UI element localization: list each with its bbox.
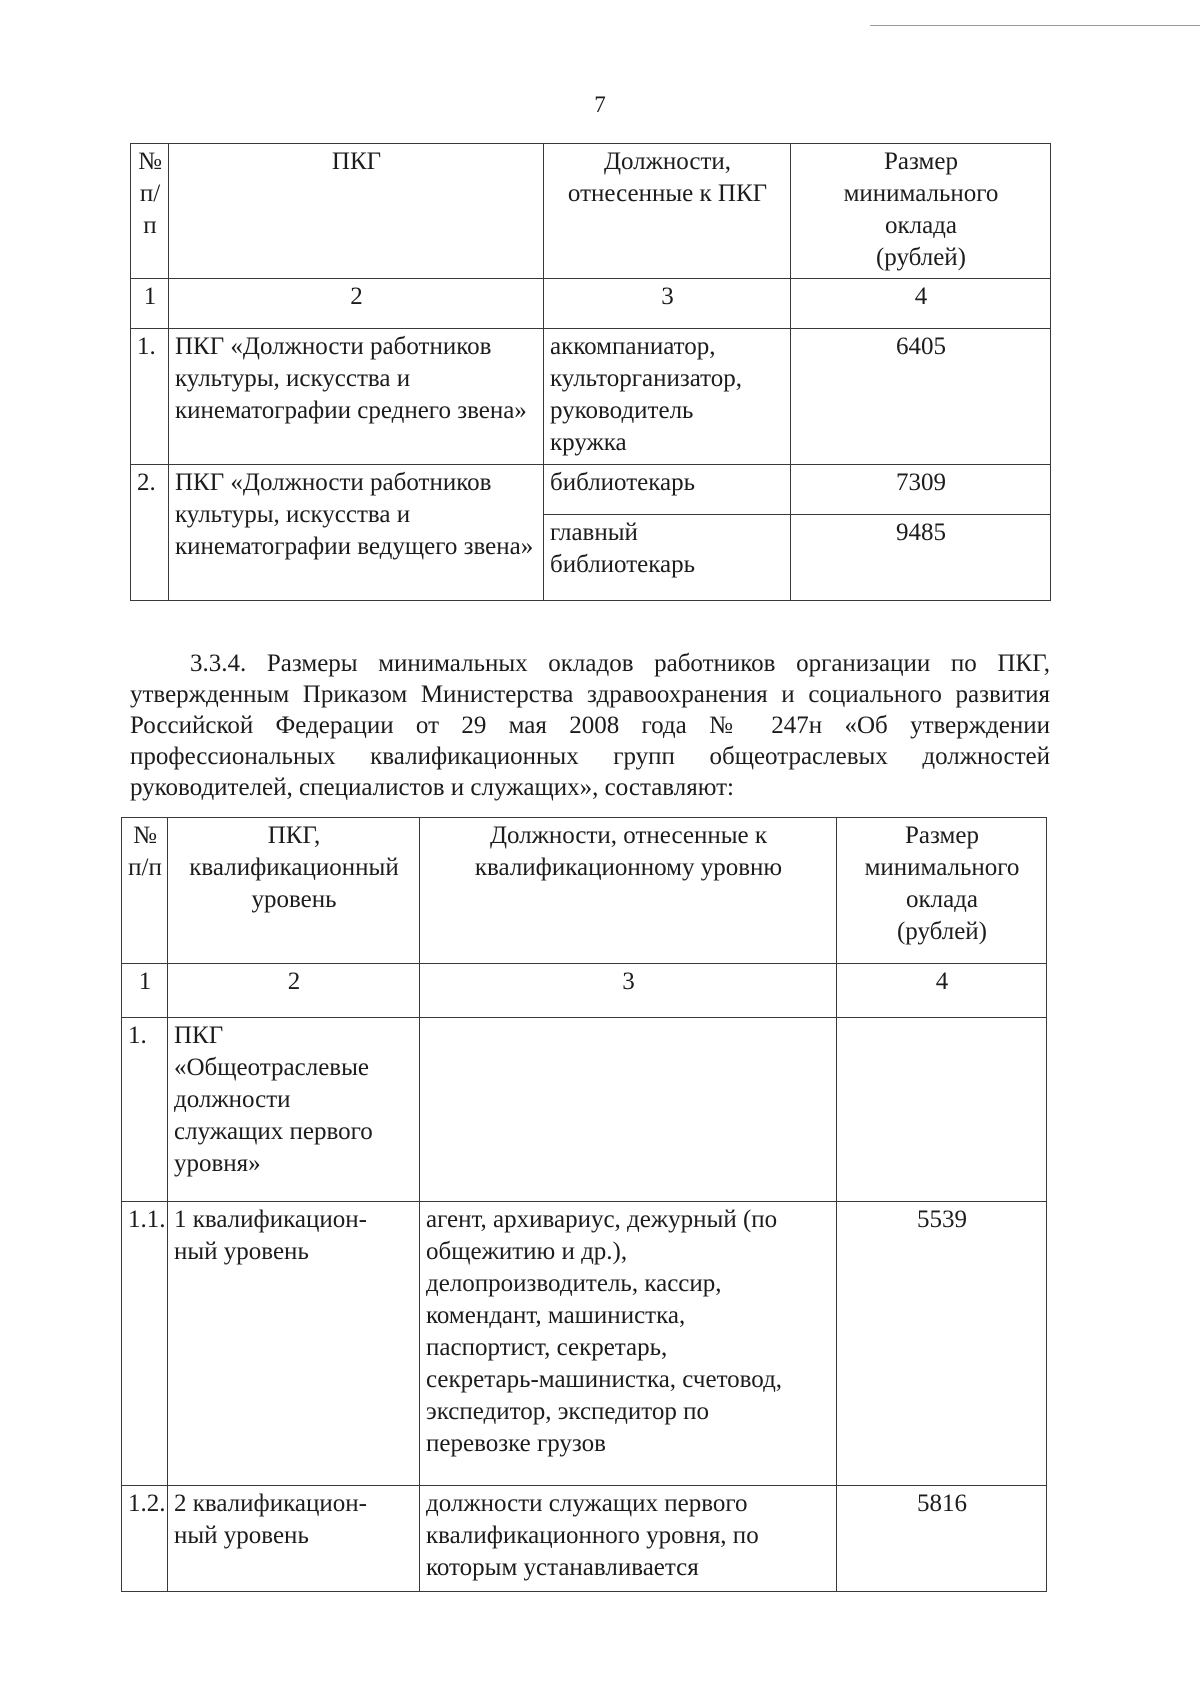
row-salary: 9485 <box>791 515 1051 601</box>
row-pkg: ПКГ «Общеотраслевые должности служащих первого уровня» <box>168 1018 420 1202</box>
row-salary <box>837 1018 1047 1202</box>
table-header-row <box>122 818 1047 964</box>
row-positions: агент, архивариус, дежурный (по общежитию и др.), делопроизводитель, кассир, комендант, машинистка, паспортист, секретарь, секретарь-машинистка, счетовод, экспедитор, экспедитор по перевозке грузов <box>420 1202 837 1486</box>
header-pkg: ПКГ <box>169 144 544 279</box>
row-num: 1.2. <box>122 1486 168 1592</box>
table-row <box>122 1202 1047 1486</box>
row-pkg: ПКГ «Должности работников культуры, искусства и кинематографии среднего звена» <box>169 329 544 465</box>
column-numbers-row <box>131 279 1051 329</box>
table-row <box>131 329 1051 465</box>
header-salary: Размер минимального оклада (рублей) <box>837 818 1047 964</box>
header-positions: Должности, отнесенные к ПКГ <box>544 144 791 279</box>
row-salary: 5816 <box>837 1486 1047 1592</box>
col-number: 4 <box>837 964 1047 1018</box>
row-num: 1. <box>131 329 169 465</box>
row-num: 1.1. <box>122 1202 168 1486</box>
column-numbers-row <box>122 964 1047 1018</box>
section-paragraph: 3.3.4. Размеры минимальных окладов работников организации по ПКГ, утвержденным Приказом Министерства здравоохранения и социального развития Российской Федерации от 29 мая 2008 года № 247н «Об утверждении профессиональных квалификационных групп общеотраслевых должностей руководителей, специалистов и служащих», составляют: <box>130 650 1050 801</box>
col-number: 3 <box>420 964 837 1018</box>
header-positions: Должности, отнесенные к квалификационному уровню <box>420 818 837 964</box>
row-num: 2. <box>131 465 169 601</box>
header-num: № п/п <box>131 144 169 279</box>
row-salary: 6405 <box>791 329 1051 465</box>
row-salary: 7309 <box>791 465 1051 515</box>
row-positions <box>420 1018 837 1202</box>
table-row <box>131 465 1051 515</box>
pkg-general-table <box>121 817 1047 1592</box>
col-number: 2 <box>168 964 420 1018</box>
col-number: 3 <box>544 279 791 329</box>
row-positions: аккомпаниатор, культорганизатор, руководитель кружка <box>544 329 791 465</box>
col-number: 1 <box>122 964 168 1018</box>
row-pkg: 2 квалификацион- ный уровень <box>168 1486 420 1592</box>
row-positions: главный библиотекарь <box>544 515 791 601</box>
header-salary: Размер минимального оклада (рублей) <box>791 144 1051 279</box>
row-pkg: 1 квалификацион- ный уровень <box>168 1202 420 1486</box>
table-row <box>122 1486 1047 1592</box>
row-positions: библиотекарь <box>544 465 791 515</box>
header-pkg: ПКГ, квалификационный уровень <box>168 818 420 964</box>
header-num: № п/п <box>122 818 168 964</box>
col-number: 2 <box>169 279 544 329</box>
page-number: 7 <box>594 92 606 117</box>
row-salary: 5539 <box>837 1202 1047 1486</box>
table-row <box>122 1018 1047 1202</box>
row-num: 1. <box>122 1018 168 1202</box>
scan-edge-line <box>870 25 1200 26</box>
pkg-culture-table <box>130 143 1051 601</box>
row-positions: должности служащих первого квалификационного уровня, по которым устанавливается <box>420 1486 837 1592</box>
col-number: 1 <box>131 279 169 329</box>
table-header-row <box>131 144 1051 279</box>
col-number: 4 <box>791 279 1051 329</box>
row-pkg: ПКГ «Должности работников культуры, искусства и кинематографии ведущего звена» <box>169 465 544 601</box>
